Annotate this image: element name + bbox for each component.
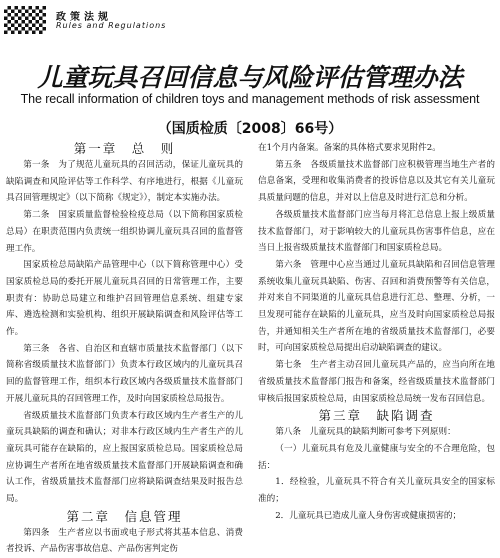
article-paragraph: 第五条 各级质量技术监督部门应积极管理当地生产者的信息备案，受理和收集消费者的投诉信息以及其它有关儿童玩具质量问题的信息，并对以上信息及时进行汇总和分析。 [258,159,495,204]
chapter-heading: 第二章 信息管理 [66,508,183,524]
article-paragraph: 第四条 生产者应以书面或电子形式将其基本信息、消费者投诉、产品伤害事故信息、产品伤害判定伤 [6,527,243,555]
article-paragraph: 第一条 为了规范儿童玩具的召回活动，保证儿童玩具的缺陷调查和风险评估等工作科学、有序地进行，根据《儿童玩具召回管理规定》（以下简称《规定》），制定本实施办法。 [6,160,243,204]
article-paragraph: 第六条 管理中心应当通过儿童玩具缺陷和召回信息管理系统收集儿童玩具缺陷、伤害、召回和消费预警等有关信息，并对来自不同渠道的儿童玩具信息进行汇总、整理、分析，一旦发现可能存在缺陷的儿童玩具，应当及时向国家质检总局报告，并通知相关生产者所在地的省级质量技术监督部门，必要时，可向国家质检总局提出启动缺陷调查的建议。 [258,259,495,354]
checker-logo [4,6,46,34]
document-title: 儿童玩具召回信息与风险评估管理办法 [37,63,463,92]
chapter-heading: 第三章 缺陷调查 [318,408,435,424]
article-paragraph: 第三条 各省、自治区和直辖市质量技术监督部门（以下简称省级质量技术监督部门）负责本行政区域内的儿童玩具召回的监督管理工作，组织本行政区域内各级质量技术监督部门开展儿童玩具的召回管理工作，及时向国家质检总局报告。 [6,343,243,404]
section-title-cn: 政策法规 [56,12,112,23]
left-column [6,140,243,558]
article-paragraph: 各级质量技术监督部门应当每月将汇总信息上报上级质量技术监督部门，对于影响较大的儿童玩具伤害事件信息，应在当日上报省级质量技术监督部门和国家质检总局。 [258,209,495,254]
article-paragraph: 国家质检总局缺陷产品管理中心（以下简称管理中心）受国家质检总局的委托开展儿童玩具召回的日常管理工作，主要职责有：协助总局建立和维护召回管理信息系统、组建专家库、遴选检测和实验机构、组织开展缺陷调查和风险评估等工作。 [6,260,243,338]
article-paragraph: 第七条 生产者主动召回儿童玩具产品的，应当向所在地省级质量技术监督部门报告和备案，经省级质量技术监督部门审核后报国家质检总局，由国家质检总局统一发布召回信息。 [258,360,495,404]
section-title-en: Rules and Regulations [56,21,167,30]
document-number: （国质检质〔2008〕66号） [157,121,343,137]
right-column [258,140,495,524]
article-paragraph: 2．儿童玩具已造成儿童人身伤害或健康损害的； [275,510,462,521]
article-paragraph: 省级质量技术监督部门负责本行政区域内生产者生产的儿童玩具缺陷的调查和确认；对非本行政区域内生产者生产的儿童玩具可能存在缺陷的，应上报国家质检总局。国家质检总局应协调生产者所在地省级质量技术监督部门开展缺陷调查和确认工作，省级质量技术监督部门应将缺陷调查结果及时报告总局。 [6,410,243,505]
document-subtitle: The recall information of children toys and management methods of risk assessment [20,92,480,106]
article-paragraph: 在1个月内备案。备案的具体格式要求见附件2。 [258,143,441,153]
article-paragraph: 1．经检验，儿童玩具不符合有关儿童玩具安全的国家标准的； [258,477,495,505]
chapter-heading: 第一章 总 则 [73,141,176,156]
section-header [4,6,304,34]
article-paragraph: 第八条 儿童玩具的缺陷判断可参考下列原则： [275,427,456,438]
article-paragraph: （一）儿童玩具有危及儿童健康与安全的不合理危险，包括： [258,443,495,471]
article-paragraph: 第二条 国家质量监督检验检疫总局（以下简称国家质检总局）在职责范围内负责统一组织协调儿童玩具召回的监督管理工作。 [6,210,243,254]
